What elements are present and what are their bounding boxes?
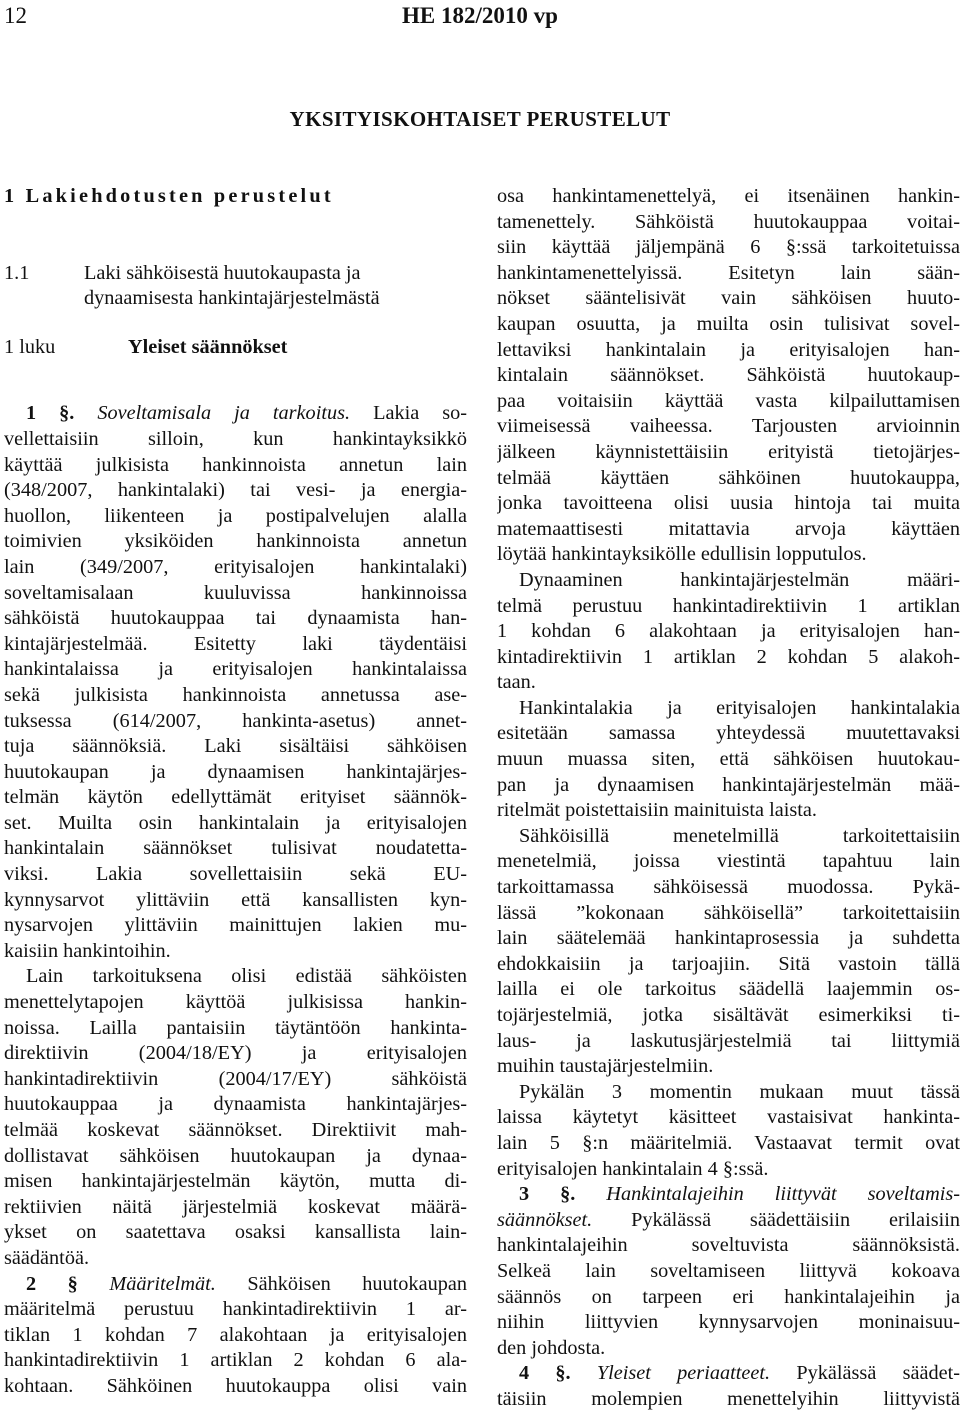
paragraph-line: kohtaan. Sähköinen huutokauppa olisi vain: [4, 1374, 467, 1397]
paragraph: [4, 401, 467, 964]
paragraph-line: täisiin molempien menettelyihin liittyvistä: [497, 1387, 960, 1410]
paragraph-line: niihin liittyvien kynnysarvojen moninaisuu-: [497, 1311, 960, 1334]
paragraph-line: menetelmiä, joissa viestintä tapahtuu lain: [497, 850, 960, 873]
paragraph-line: nysarvojen ylittäviin mainittujen lakien mu-: [4, 914, 467, 937]
paragraph-line: huutokauppaa ja dynaamista hankintajärjes-: [4, 1093, 467, 1116]
paragraph-line: Dynaaminen hankintajärjestelmän määri-: [519, 568, 960, 591]
document-header: HE 182/2010 vp: [402, 3, 558, 28]
section-number: 4 §.: [519, 1362, 571, 1385]
paragraph-line: taan.: [497, 671, 536, 694]
subsection-number: 1.1: [4, 261, 30, 284]
section-number: 3 §.: [519, 1183, 576, 1206]
paragraph-line: kaupan osuutta, ja muilta osin tulisivat sovel-: [497, 312, 960, 335]
paragraph-text: Pykälässä säädet-: [796, 1362, 960, 1385]
paragraph: [497, 824, 960, 1080]
paragraph-line: tarkoittamassa sähköisessä muodossa. Pykä-: [497, 876, 960, 899]
paragraph-line: tuja säännöksiä. Laki sisältäisi sähköisen: [4, 735, 467, 758]
paragraph-line: [497, 1361, 960, 1387]
paragraph-line: huollon, liikenteen ja postipalvelujen alalla: [4, 504, 467, 527]
paragraph-line: dollistavat sähköisen huutokaupan ja dynaa-: [4, 1144, 467, 1167]
paragraph-line: muihin taustajärjestelmiin.: [497, 1055, 714, 1078]
paragraph-line: matemaattisesti mitattavia arvoja käyttäen: [497, 517, 960, 540]
paragraph-line: hankintalajeihin soveltuvista säännöksistä.: [497, 1234, 960, 1257]
paragraph-line: lain (349/2007, erityisalojen hankintalaki): [4, 555, 467, 578]
paragraph-line: ritelmät poistettaisiin mainituista laista.: [497, 799, 817, 822]
paragraph-line: tiklan 1 kohdan 7 alakohtaan ja erityisalojen: [4, 1323, 467, 1346]
chapter-heading: [4, 335, 467, 361]
paragraph-line: osa hankintamenettelyä, ei itsenäinen hankin-: [497, 185, 960, 207]
paragraph-line: hankintadirektiivin (2004/17/EY) sähköistä: [4, 1067, 467, 1090]
paragraph-line: vellettaisiin silloin, kun hankintayksikkö: [4, 427, 467, 450]
paragraph-line: direktiivin (2004/18/EY) ja erityisalojen: [4, 1042, 467, 1065]
paragraph-line: löytää hankintayksikölle edullisin lopputulos.: [497, 543, 867, 566]
paragraph-line: paa voitaisiin käyttää vasta kilpailuttamisen: [497, 389, 960, 412]
paragraph-line: kintajärjestelmää. Esitetty laki täydentäisi: [4, 632, 467, 655]
paragraph: [497, 1361, 960, 1412]
paragraph-line: tuksessa (614/2007, hankinta-asetus) annet-: [4, 709, 467, 732]
paragraph-line: telmän käytön edellyttämät erityiset säännök-: [4, 786, 467, 809]
paragraph-line: set. Muilta osin hankintalain ja erityisalojen: [4, 811, 467, 834]
subsection-heading: [4, 261, 467, 312]
paragraph-line: hankintalain säännökset tulisivat noudatetta-: [4, 837, 467, 860]
paragraph-line: noissa. Lailla pantaisiin täytäntöön hankinta-: [4, 1016, 467, 1039]
paragraph-line: jonka tavoitteena olisi uusia hintoja tai muita: [497, 492, 960, 515]
paragraph-text: Sähköisen huutokaupan: [247, 1272, 467, 1295]
main-heading: 1 Lakiehdotusten perustelut: [4, 185, 334, 207]
paragraph-line: jälkeen käynnistettäisiin erityistä tietojärjes-: [497, 440, 960, 463]
paragraph: [497, 696, 960, 824]
paragraph-line: säännös on tarpeen eri hankintalajeihin ja: [497, 1285, 960, 1308]
paragraph-line: [4, 1272, 467, 1298]
paragraph-line: hankintadirektiivin 1 artiklan 2 kohdan 6 ala-: [4, 1349, 467, 1372]
paragraph-line: tojärjestelmiä, jotka sisältävät esimerkiksi ti-: [497, 1004, 960, 1026]
paragraph-line: rektiivien näitä järjestelmiä koskevat määrä-: [4, 1195, 467, 1218]
paragraph-line: lain säätelemää hankintaprosessia ja suhdetta: [497, 927, 960, 950]
subsection-title-line: Laki sähköisestä huutokaupasta ja: [84, 261, 361, 284]
section-heading: YKSITYISKOHTAISET PERUSTELUT: [289, 107, 671, 131]
paragraph-line: erityisalojen hankintalain 4 §:ssä.: [497, 1157, 769, 1180]
paragraph-line: ehdokkaisiin ja tarjoajiin. Sitä vastoin tällä: [497, 952, 960, 975]
paragraph-line: viksi. Lakia sovellettaisiin sekä EU-: [4, 863, 467, 886]
paragraph-line: den johdosta.: [497, 1336, 606, 1359]
paragraph-text: Pykälässä säädettäisiin erilaisiin: [631, 1208, 960, 1231]
paragraph-line: kintalain säännökset. Sähköistä huutokaup-: [497, 364, 960, 387]
paragraph-line: siin käyttää jäljempänä 6 §:ssä tarkoitetuissa: [497, 236, 960, 259]
paragraph-line: telmää käyttäen sähköinen huutokauppa,: [497, 466, 960, 489]
paragraph-line: säädäntöä.: [4, 1246, 90, 1269]
paragraph-line: sekä julkisista hankinnoista annetussa ase-: [4, 683, 467, 706]
paragraph-line: lettaviksi hankintalain ja erityisalojen han-: [497, 338, 960, 361]
paragraph-line: (348/2007, hankintalaki) tai vesi- ja energia-: [4, 479, 467, 502]
paragraph-line: misen hankintajärjestelmän käytön, mutta di-: [4, 1170, 467, 1193]
paragraph-line: kaisiin hankintoihin.: [4, 939, 171, 962]
paragraph-line: lain 5 §:n määritelmiä. Vastaavat termit ovat: [497, 1131, 960, 1154]
paragraph-line: Sähköisillä menetelmillä tarkoitettaisiin: [519, 824, 960, 847]
section-title: säännökset.: [497, 1208, 593, 1231]
paragraph-line: laissa käytetyt käsitteet vastaisivat hankinta-: [497, 1106, 960, 1129]
paragraph: [497, 1182, 960, 1361]
paragraph: [4, 964, 467, 1271]
paragraph-line: menettelytapojen käyttöä julkisissa hankin-: [4, 991, 467, 1014]
paragraph-line: muun muassa siten, että sähköisen huutokau-: [497, 748, 960, 771]
left-column: [4, 184, 467, 1400]
right-column: [497, 184, 960, 1413]
section-number: 2 §: [26, 1272, 78, 1295]
section-title: Määritelmät.: [109, 1272, 216, 1295]
paragraph: [497, 568, 960, 696]
paragraph-line: huutokaupan ja dynaamisen hankintajärjes-: [4, 760, 467, 783]
paragraph-line: määritelmä perustuu hankintadirektiivin 1 ar-: [4, 1298, 467, 1321]
section-title: Hankintalajeihin liittyvät soveltamis-: [606, 1183, 960, 1206]
paragraph-line: hankintamenettelyissä. Esitetyn lain sään-: [497, 261, 960, 284]
section-title: Yleiset periaatteet.: [596, 1362, 771, 1385]
paragraph-line: nökset sääntelisivät vain sähköisen huuto-: [497, 287, 960, 310]
section-number: 1 §.: [26, 402, 75, 425]
paragraph-line: pan ja dynaamisen hankintajärjestelmän mää-: [497, 773, 960, 796]
paragraph-line: Pykälän 3 momentin mukaan muut tässä: [519, 1080, 960, 1103]
paragraph-line: Hankintalakia ja erityisalojen hankintalakia: [519, 696, 960, 719]
paragraph-line: hankintalaissa ja erityisalojen hankintalaissa: [4, 658, 467, 681]
paragraph-line: 1 kohdan 6 alakohtaan ja erityisalojen han-: [497, 620, 960, 643]
paragraph-line: telmää koskevat säännökset. Direktiivit mah-: [4, 1119, 467, 1141]
paragraph-line: käyttää julkisista hankinnoista annetun lain: [4, 453, 467, 476]
paragraph-line: Selkeä lain soveltamiseen liittyvä kokoava: [497, 1259, 960, 1282]
paragraph-line: esitetään samassa yhteydessä muutettavaksi: [497, 722, 960, 745]
paragraph-line: lässä ”kokonaan sähköisellä” tarkoitettaisiin: [497, 901, 960, 924]
paragraph: [497, 1080, 960, 1182]
chapter-title: Yleiset säännökset: [128, 335, 288, 358]
paragraph-line: telmä perustuu hankintadirektiivin 1 artiklan: [497, 594, 960, 617]
paragraph-line: kynnysarvot ylittäviin että kansallisten kyn-: [4, 888, 467, 911]
paragraph-line: sähköistä huutokauppaa tai dynaamista han-: [4, 607, 467, 630]
paragraph-line: [4, 401, 467, 427]
paragraph-line: soveltamisalaan kuuluvissa hankinnoissa: [4, 581, 467, 604]
page-number: 12: [4, 3, 27, 28]
subsection-title-line: dynaamisesta hankintajärjestelmästä: [84, 287, 380, 310]
paragraph-line: kintadirektiivin 1 artiklan 2 kohdan 5 alakoh-: [497, 645, 960, 668]
paragraph-line: ykset on saatettava osaksi kansallista lain-: [4, 1221, 467, 1244]
paragraph-line: [497, 1208, 960, 1234]
paragraph-line: [497, 1182, 960, 1208]
paragraph: [4, 1272, 467, 1400]
paragraph-line: lailla ei ole tarkoitus säädellä laajemmin os-: [497, 978, 960, 1001]
paragraph: [497, 184, 960, 568]
paragraph-line: Lain tarkoituksena olisi edistää sähköisten: [26, 965, 467, 988]
paragraph-line: tamenettely. Sähköistä huutokauppaa voitai-: [497, 210, 960, 233]
paragraph-line: toimivien yksiköiden hankinnoista annetun: [4, 530, 467, 553]
paragraph-line: viimeisessä vaiheessa. Tarjousten arvioinnin: [497, 415, 960, 438]
chapter-number: 1 luku: [4, 335, 56, 358]
section-title: Soveltamisala ja tarkoitus.: [97, 402, 351, 425]
paragraph-line: laus- ja laskutusjärjestelmiä tai liittymiä: [497, 1029, 960, 1052]
paragraph-text: Lakia so-: [373, 402, 467, 425]
